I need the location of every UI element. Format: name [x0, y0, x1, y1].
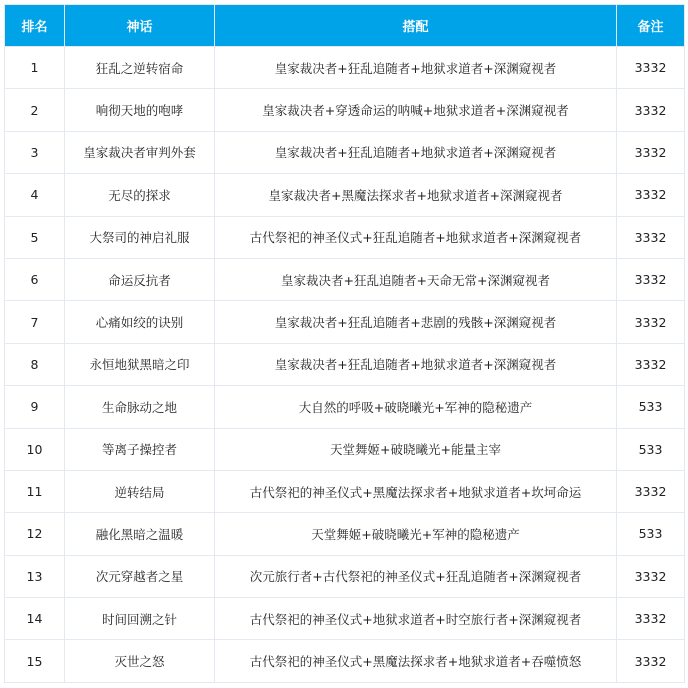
cell-combo: 皇家裁决者+狂乱追随者+悲剧的残骸+深渊窥视者: [215, 301, 617, 343]
table-row: [5, 216, 685, 258]
cell-rank: 11: [5, 470, 65, 512]
cell-note: 3332: [617, 555, 685, 597]
cell-note: 3332: [617, 598, 685, 640]
table-row: [5, 343, 685, 385]
cell-myth: 心痛如绞的诀别: [65, 301, 215, 343]
cell-myth: 时间回溯之针: [65, 598, 215, 640]
cell-rank: 13: [5, 555, 65, 597]
cell-combo: 古代祭祀的神圣仪式+狂乱追随者+地狱求道者+深渊窥视者: [215, 216, 617, 258]
header-myth: 神话: [65, 5, 215, 47]
table-row: [5, 174, 685, 216]
cell-note: 3332: [617, 470, 685, 512]
cell-combo: 皇家裁决者+狂乱追随者+天命无常+深渊窥视者: [215, 258, 617, 300]
cell-note: 3332: [617, 89, 685, 131]
cell-rank: 3: [5, 131, 65, 173]
table-row: [5, 640, 685, 682]
cell-myth: 响彻天地的咆哮: [65, 89, 215, 131]
cell-note: 3332: [617, 131, 685, 173]
cell-myth: 等离子操控者: [65, 428, 215, 470]
ranking-table-container: [4, 4, 684, 683]
cell-rank: 8: [5, 343, 65, 385]
cell-rank: 1: [5, 47, 65, 89]
cell-note: 3332: [617, 301, 685, 343]
table-row: [5, 301, 685, 343]
cell-note: 533: [617, 386, 685, 428]
cell-myth: 无尽的探求: [65, 174, 215, 216]
cell-combo: 次元旅行者+古代祭祀的神圣仪式+狂乱追随者+深渊窥视者: [215, 555, 617, 597]
cell-rank: 4: [5, 174, 65, 216]
cell-rank: 9: [5, 386, 65, 428]
cell-note: 3332: [617, 640, 685, 682]
cell-myth: 永恒地狱黑暗之印: [65, 343, 215, 385]
ranking-table: [4, 4, 685, 683]
table-row: [5, 89, 685, 131]
cell-rank: 14: [5, 598, 65, 640]
table-row: [5, 598, 685, 640]
cell-note: 3332: [617, 258, 685, 300]
cell-rank: 15: [5, 640, 65, 682]
cell-rank: 2: [5, 89, 65, 131]
table-row: [5, 47, 685, 89]
cell-combo: 皇家裁决者+穿透命运的呐喊+地狱求道者+深渊窥视者: [215, 89, 617, 131]
cell-note: 3332: [617, 216, 685, 258]
cell-myth: 皇家裁决者审判外套: [65, 131, 215, 173]
cell-myth: 命运反抗者: [65, 258, 215, 300]
header-rank: 排名: [5, 5, 65, 47]
cell-rank: 6: [5, 258, 65, 300]
cell-combo: 皇家裁决者+狂乱追随者+地狱求道者+深渊窥视者: [215, 131, 617, 173]
cell-note: 533: [617, 513, 685, 555]
header-note: 备注: [617, 5, 685, 47]
cell-myth: 狂乱之逆转宿命: [65, 47, 215, 89]
cell-combo: 古代祭祀的神圣仪式+黑魔法探求者+地狱求道者+坎坷命运: [215, 470, 617, 512]
table-row: [5, 555, 685, 597]
cell-combo: 大自然的呼吸+破晓曦光+军神的隐秘遗产: [215, 386, 617, 428]
cell-combo: 天堂舞姬+破晓曦光+能量主宰: [215, 428, 617, 470]
cell-rank: 5: [5, 216, 65, 258]
cell-combo: 天堂舞姬+破晓曦光+军神的隐秘遗产: [215, 513, 617, 555]
table-row: [5, 258, 685, 300]
cell-myth: 次元穿越者之星: [65, 555, 215, 597]
cell-myth: 融化黑暗之温暖: [65, 513, 215, 555]
table-row: [5, 386, 685, 428]
table-row: [5, 131, 685, 173]
cell-combo: 皇家裁决者+狂乱追随者+地狱求道者+深渊窥视者: [215, 47, 617, 89]
cell-myth: 大祭司的神启礼服: [65, 216, 215, 258]
table-row: [5, 470, 685, 512]
table-row: [5, 513, 685, 555]
cell-combo: 皇家裁决者+黑魔法探求者+地狱求道者+深渊窥视者: [215, 174, 617, 216]
table-header-row: [5, 5, 685, 47]
cell-combo: 皇家裁决者+狂乱追随者+地狱求道者+深渊窥视者: [215, 343, 617, 385]
cell-rank: 7: [5, 301, 65, 343]
cell-note: 3332: [617, 174, 685, 216]
cell-combo: 古代祭祀的神圣仪式+黑魔法探求者+地狱求道者+吞噬愤怒: [215, 640, 617, 682]
cell-note: 3332: [617, 343, 685, 385]
cell-myth: 灭世之怒: [65, 640, 215, 682]
cell-note: 533: [617, 428, 685, 470]
cell-note: 3332: [617, 47, 685, 89]
cell-myth: 生命脉动之地: [65, 386, 215, 428]
table-body: [5, 47, 685, 683]
cell-rank: 12: [5, 513, 65, 555]
table-row: [5, 428, 685, 470]
cell-myth: 逆转结局: [65, 470, 215, 512]
header-combo: 搭配: [215, 5, 617, 47]
cell-combo: 古代祭祀的神圣仪式+地狱求道者+时空旅行者+深渊窥视者: [215, 598, 617, 640]
cell-rank: 10: [5, 428, 65, 470]
